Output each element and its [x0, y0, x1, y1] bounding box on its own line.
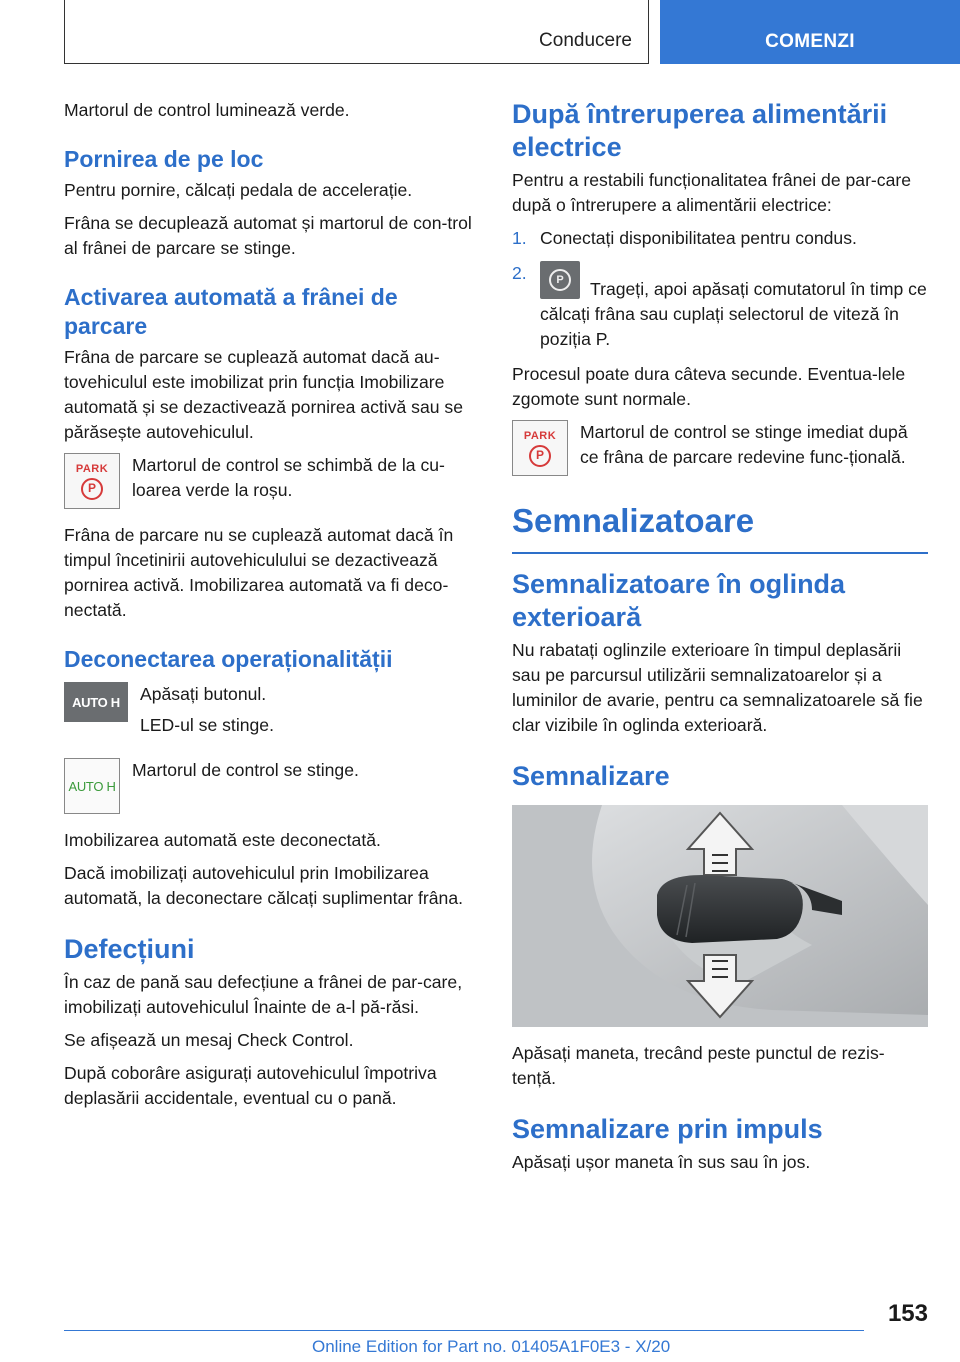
steps-list [512, 226, 928, 352]
paragraph: Pentru pornire, călcați pedala de accelerație. [64, 180, 413, 200]
header-chapter-tab[interactable]: COMENZI [660, 0, 960, 64]
heading-pornirea: Pornirea de pe loc [64, 146, 264, 172]
list-item: 2. P Trageți, apoi apăsați comutatorul în timp ce călcați frâna sau cuplați selectorul de viteză în poziția P. [512, 263, 927, 349]
park-indicator-row [512, 420, 928, 476]
paragraph: Frâna de parcare se cuplează automat dacă au-tovehiculul este imobilizat prin funcția Imobilizare automată și se dezactivează pornirea activă sau se părăsește autovehiculul. [64, 347, 464, 442]
paragraph: Martorul de control se stinge. [132, 760, 359, 780]
heading-semnalizatoare: Semnalizatoare [512, 500, 928, 554]
heading-activarea: Activarea automată a frânei de parcare [64, 284, 398, 339]
paragraph: Apăsați maneta, trecând peste punctul de rezis-tență. [512, 1043, 885, 1088]
paragraph: Martorul de control se stinge imediat după ce frâna de parcare redevine func-țională. [580, 422, 908, 467]
parking-brake-switch-icon: P [540, 261, 580, 299]
paragraph: LED-ul se stinge. [140, 715, 274, 735]
paragraph: Martorul de control se schimbă de la cu-loarea verde la roșu. [132, 455, 445, 500]
list-item: 1. Conectați disponibilitatea pentru condus. [512, 228, 857, 248]
auto-hold-indicator-row [64, 758, 480, 814]
paragraph: Frâna se decuplează automat și martorul de con-trol al frânei de parcare se stinge. [64, 213, 472, 258]
heading-dupa-intrerupere: După întreruperea alimentării electrice [512, 99, 888, 162]
paragraph: Procesul poate dura câteva secunde. Eventua-lele zgomote sunt normale. [512, 364, 906, 409]
park-brake-warning-icon: PARK P [64, 453, 120, 509]
paragraph: După coborâre asigurați autovehiculul împotriva deplasării accidentale, eventual cu o pană. [64, 1063, 437, 1108]
page-number: 153 [887, 1300, 928, 1327]
heading-impuls: Semnalizare prin impuls [512, 1114, 823, 1144]
paragraph: Apăsați ușor maneta în sus sau în jos. [512, 1152, 811, 1172]
right-column [512, 98, 928, 1183]
paragraph: Pentru a restabili funcționalitatea frânei de par-care după o întrerupere a alimentării electrice: [512, 170, 912, 215]
header-box [64, 0, 649, 64]
paragraph: Dacă imobilizați autovehiculul prin Imobilizarea automată, la deconectare călcați suplimentar frâna. [64, 863, 464, 908]
park-brake-warning-icon: PARK P [512, 420, 568, 476]
lever-arrows-icon [512, 805, 928, 1027]
turn-signal-lever-illustration [512, 805, 928, 1027]
paragraph: Se afișează un mesaj Check Control. [64, 1030, 354, 1050]
paragraph: În caz de pană sau defecțiune a frânei de par-care, imobilizați autovehiculul Înainte de a-l pă-răsi. [64, 972, 463, 1017]
intro-paragraph: Martorul de control luminează verde. [64, 100, 350, 120]
paragraph: Apăsați butonul. [140, 684, 267, 704]
heading-defectiuni: Defecțiuni [64, 934, 195, 964]
footer-divider [64, 1330, 864, 1331]
paragraph: Imobilizarea automată este deconectată. [64, 830, 381, 850]
left-column [64, 98, 480, 1119]
park-indicator-row [64, 453, 480, 509]
paragraph: Frâna de parcare nu se cuplează automat dacă în timpul încetinirii autovehiculului se dezactivează pornirea activă. Imobilizarea automată va fi deco-nectată. [64, 525, 454, 620]
heading-oglinda: Semnalizatoare în oglinda exterioară [512, 569, 846, 632]
auto-hold-button-row [64, 682, 480, 744]
auto-hold-button-icon: AUTO H [64, 682, 128, 722]
heading-deconectarea: Deconectarea operaționalității [64, 646, 393, 672]
heading-semnalizare: Semnalizare [512, 761, 670, 791]
header-section-title: Conducere [539, 30, 632, 51]
auto-hold-indicator-icon: AUTO H [64, 758, 120, 814]
edition-footer-link[interactable]: Online Edition for Part no. 01405A1F0E3 - X/20 [312, 1337, 671, 1356]
paragraph: Nu rabatați oglinzile exterioare în timpul deplasării sau pe parcursul utilizării semnalizatoarelor și a luminilor de avarie, pentru ca semnalizatoarele să fie clar vizibile în oglinda exterioară. [512, 640, 923, 735]
